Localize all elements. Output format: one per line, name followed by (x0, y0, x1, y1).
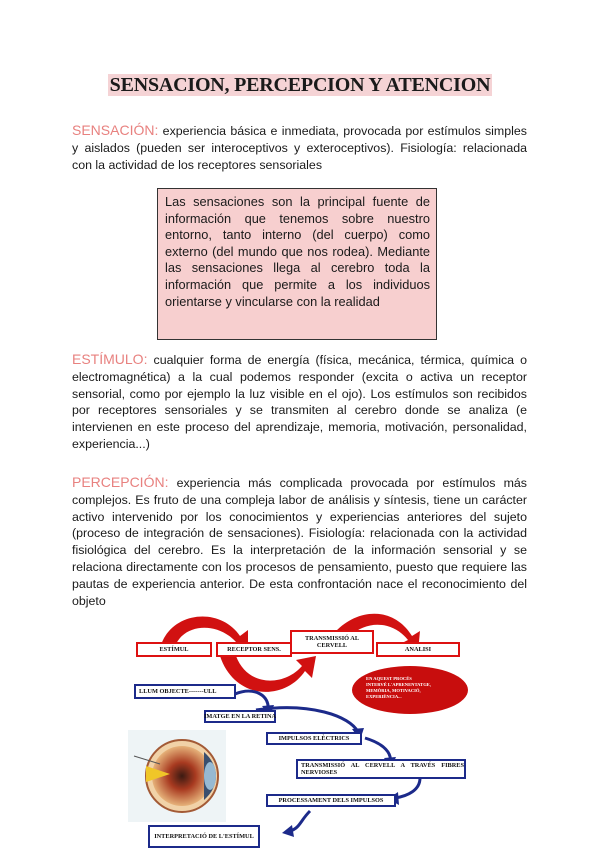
page-title: SENSACION, PERCEPCION Y ATENCION (109, 74, 491, 96)
box-processament: PROCESSAMENT DELS IMPULSOS (266, 794, 396, 807)
page-title-wrap (0, 74, 600, 97)
estimulo-paragraph (72, 351, 527, 453)
blue-arrow-4 (395, 778, 420, 798)
blue-arrow-5 (290, 811, 310, 831)
estimulo-text: cualquier forma de energía (física, mecánica, térmica, química o electromagnética) a la cual podemos responder (excita o activa un receptor sensorial, como por ejemplo la luz visible en el ojo). Los estímulos son recibidos por receptores sensoriales y se transmiten al cerebro donde se analiza (e intervienen en este proceso del aprendizaje, memoria, motivación, personalidad, experiencia...) (72, 353, 527, 451)
sensacion-text: experiencia básica e inmediata, provocada por estímulos simples y aislados (pueden ser interoceptivos y exteroceptivos). Fisiología: relacionada con la actividad de los receptores sensoriales (72, 124, 527, 172)
estimulo-term: ESTÍMULO: (72, 351, 148, 367)
oval-note-text: EN AQUEST PROCÉS INTERVÉ L'APRENENTATGE, MEMÒRIA, MOTIVACIÓ, EXPERIÈNCIA... (366, 676, 432, 699)
box-receptor: RECEPTOR SENS. (216, 642, 292, 657)
box-analisi: ANALISI (376, 642, 460, 657)
percepcion-text: experiencia más complicada provocada por estímulos más complejos. Es fruto de una compleja labor de análisis y síntesis, tiene un carácter activo intervenido por los conocimientos y experiencias anteriores del sujeto (proceso de integración de sensaciones). Fisiología: relacionada con la actividad fisiológica del cerebro. Es la interpretación de la información sensorial y se relaciona directamente con los procesos de pensamiento, puesto que requiere las pautas de experiencia anterior. De esta confrontación nace el reconocimiento del objeto (72, 476, 527, 608)
box-imatge: IMATGE EN LA RETINA (204, 710, 276, 723)
box-transmissio: TRANSMISSIÓ AL CERVELL (290, 630, 374, 654)
box-impulsos: IMPULSOS ELÈCTRICS (266, 732, 362, 745)
percepcion-term: PERCEPCIÓN: (72, 474, 169, 490)
box-estimul: ESTÍMUL (136, 642, 212, 657)
perception-diagram (120, 606, 475, 848)
sensacion-term: SENSACIÓN: (72, 122, 159, 138)
sensacion-paragraph (72, 122, 527, 173)
percepcion-paragraph (72, 474, 527, 609)
quote-box: Las sensaciones son la principal fuente de información que tenemos sobre nuestro entorno, tanto interno (del cuerpo) como externo (del mundo que nos rodea). Mediante las sensaciones llega al cerebro toda la información que permite a los individuos orientarse y vincularse con la realidad (157, 188, 437, 340)
box-transmissio-cervell: TRANSMISSIÓ AL CERVELL A TRAVÉS FIBRES NERVIOSES (296, 759, 466, 779)
box-llum: LLUM OBJECTE-------ULL (134, 684, 236, 699)
box-interpretacio: INTERPRETACIÓ DE L'ESTÍMUL (148, 825, 260, 848)
